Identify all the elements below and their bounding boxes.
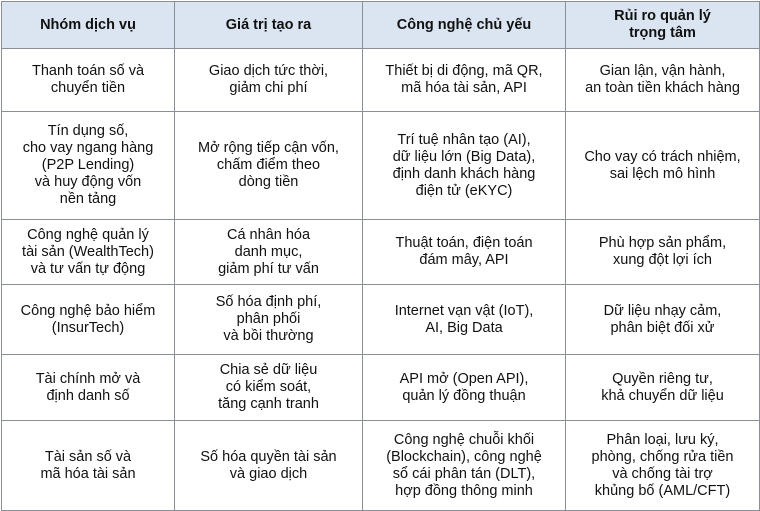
cell-service-group (2, 355, 175, 421)
cell-text-line: Nhóm dịch vụ (40, 16, 136, 33)
cell-key-risks (566, 421, 760, 511)
table-row (2, 285, 760, 355)
cell-text-line: phân phối (236, 311, 301, 327)
cell-text-line: Số hóa quyền tài sản (200, 448, 337, 465)
cell-text-line: sai lệch mô hình (609, 165, 716, 182)
cell-text-line: Công nghệ quản lý (27, 226, 149, 243)
cell-value-created (175, 421, 363, 511)
cell-service-group (2, 112, 175, 220)
cell-text-line: dữ liệu lớn (Big Data), (392, 148, 536, 165)
cell-text-line: (InsurTech) (51, 319, 125, 336)
cell-key-risks (566, 220, 760, 285)
header-service-group (2, 2, 175, 49)
cell-text-line: Dữ liệu nhạy cảm, (603, 302, 722, 319)
table-row (2, 355, 760, 421)
cell-text-line: giảm chi phí (229, 80, 308, 96)
cell-text-line: Chia sẻ dữ liệu (219, 362, 318, 378)
cell-service-group (2, 421, 175, 511)
cell-text-line: Quyền riêng tư, (612, 370, 713, 387)
cell-text-line: Thiết bị di động, mã QR, (385, 63, 543, 79)
cell-text-line: trọng tâm (629, 25, 696, 41)
cell-text-line: nền tảng (59, 191, 117, 207)
cell-text-line: danh mục, (234, 243, 303, 260)
cell-text-line: Gian lận, vận hành, (599, 63, 726, 79)
cell-text-line: Công nghệ chủ yếu (396, 16, 532, 33)
cell-text-line: Giao dịch tức thời, (208, 63, 329, 79)
cell-key-risks (566, 355, 760, 421)
cell-key-risks (566, 49, 760, 112)
cell-main-technology (363, 220, 566, 285)
cell-text-line: Mở rộng tiếp cận vốn, (198, 140, 339, 156)
cell-text-line: quản lý đồng thuận (402, 387, 526, 404)
cell-text-line: và tư vấn tự động (30, 260, 146, 277)
cell-text-line: Thanh toán số và (31, 63, 145, 79)
table-row (2, 421, 760, 511)
cell-text-line: Internet vạn vật (IoT), (394, 302, 534, 319)
cell-text-line: Tài sản số và (44, 448, 132, 465)
cell-text-line: Tín dụng số, (47, 123, 129, 139)
table-row (2, 49, 760, 112)
cell-text-line: AI, Big Data (425, 319, 503, 336)
cell-text-line: và bồi thường (223, 328, 314, 344)
cell-text-line: mã hóa tài sản, API (401, 80, 527, 96)
cell-service-group (2, 220, 175, 285)
cell-text-line: khủng bố (AML/CFT) (594, 482, 731, 499)
cell-text-line: định danh số (46, 387, 130, 404)
cell-text-line: đám mây, API (419, 252, 509, 268)
cell-text-line: Số hóa định phí, (215, 294, 322, 310)
cell-text-line: giảm phí tư vấn (218, 260, 319, 277)
cell-text-line: và giao dịch (229, 465, 308, 482)
cell-text-line: mã hóa tài sản (40, 465, 136, 482)
cell-text-line: Cá nhân hóa (226, 226, 311, 243)
cell-key-risks (566, 112, 760, 220)
cell-text-line: Cho vay có trách nhiệm, (584, 148, 741, 165)
cell-service-group (2, 285, 175, 355)
cell-text-line: và huy động vốn (34, 174, 142, 190)
cell-main-technology (363, 355, 566, 421)
cell-text-line: sổ cái phân tán (DLT), (392, 465, 536, 482)
header-value-created (175, 2, 363, 49)
cell-text-line: chấm điểm theo (216, 157, 321, 173)
cell-text-line: cho vay ngang hàng (22, 140, 154, 156)
table-row (2, 112, 760, 220)
cell-text-line: và chống tài trợ (612, 465, 713, 482)
cell-service-group (2, 49, 175, 112)
cell-text-line: an toàn tiền khách hàng (585, 80, 740, 96)
cell-main-technology (363, 421, 566, 511)
cell-text-line: điện tử (eKYC) (415, 182, 513, 199)
cell-text-line: (P2P Lending) (41, 157, 135, 173)
cell-text-line: (Blockchain), công nghệ (386, 448, 542, 465)
table-row (2, 220, 760, 285)
cell-text-line: có kiểm soát, (225, 379, 312, 395)
cell-text-line: định danh khách hàng (392, 165, 536, 182)
cell-text-line: khả chuyển dữ liệu (601, 387, 724, 404)
cell-text-line: Công nghệ bảo hiểm (20, 302, 156, 319)
cell-text-line: tăng cạnh tranh (218, 396, 319, 412)
cell-main-technology (363, 285, 566, 355)
cell-text-line: Trí tuệ nhân tạo (AI), (397, 131, 531, 148)
cell-text-line: chuyển tiền (50, 80, 126, 96)
cell-text-line: xung đột lợi ích (613, 252, 712, 268)
cell-value-created (175, 355, 363, 421)
cell-text-line: Tài chính mở và (35, 370, 141, 387)
cell-text-line: dòng tiền (238, 174, 299, 190)
cell-value-created (175, 112, 363, 220)
cell-text-line: Phù hợp sản phẩm, (598, 235, 727, 251)
cell-value-created (175, 49, 363, 112)
cell-main-technology (363, 112, 566, 220)
fintech-services-table (1, 1, 760, 511)
cell-text-line: tài sản (WealthTech) (22, 243, 154, 260)
header-key-risks (566, 2, 760, 49)
cell-key-risks (566, 285, 760, 355)
cell-text-line: hợp đồng thông minh (395, 482, 533, 499)
cell-text-line: API mở (Open API), (399, 370, 529, 387)
cell-text-line: phân biệt đối xử (610, 319, 715, 336)
cell-text-line: Thuật toán, điện toán (395, 235, 533, 251)
cell-text-line: phòng, chống rửa tiền (591, 448, 734, 465)
cell-value-created (175, 285, 363, 355)
header-main-technology (363, 2, 566, 49)
cell-main-technology (363, 49, 566, 112)
header-row (2, 2, 760, 49)
cell-text-line: Rủi ro quản lý (614, 8, 711, 24)
cell-text-line: Phân loại, lưu ký, (606, 431, 719, 448)
cell-value-created (175, 220, 363, 285)
cell-text-line: Công nghệ chuỗi khối (393, 431, 535, 448)
cell-text-line: Giá trị tạo ra (225, 16, 312, 33)
